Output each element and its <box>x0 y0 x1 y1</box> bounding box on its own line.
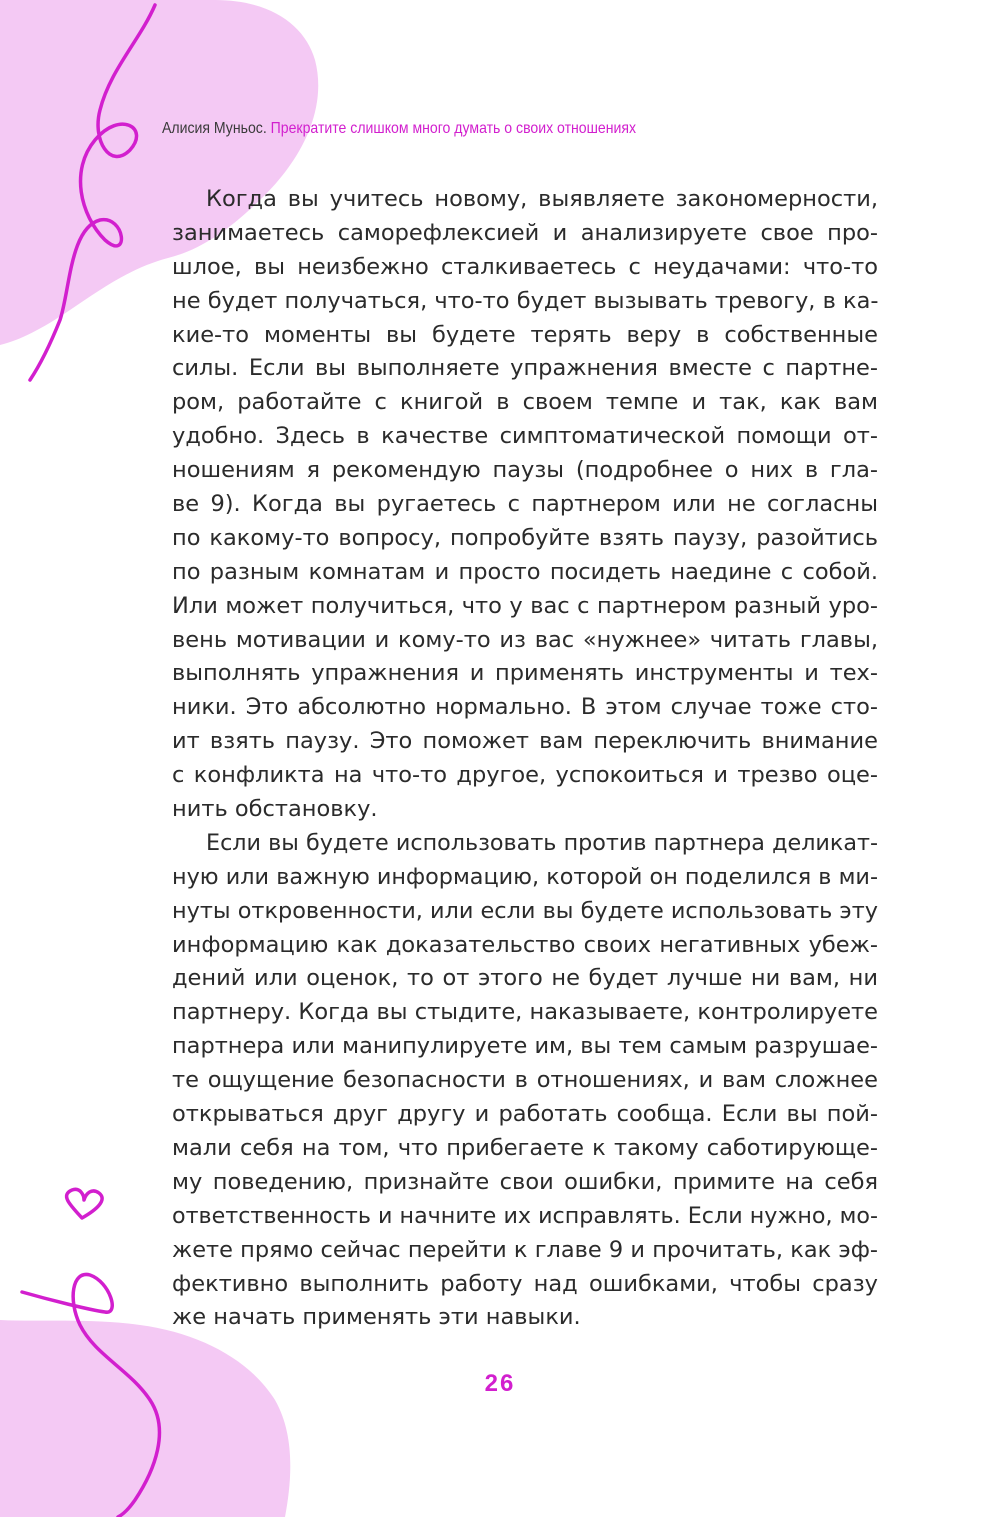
text-line: вень мотивации и кому-то из вас «нужнее» читать главы, <box>172 626 878 653</box>
text-line: партнеру. Когда вы стыдите, наказываете, контролируете <box>172 999 878 1026</box>
heart-icon <box>67 1189 103 1218</box>
text-line: нуты откровенности, или если вы будете использовать эту <box>172 897 879 924</box>
page-number: 26 <box>484 1370 516 1397</box>
text-line: Или может получиться, что у вас с партнером разный уро- <box>172 592 878 619</box>
text-line: информацию как доказательство своих негативных убеж- <box>172 931 878 958</box>
running-header <box>162 120 796 138</box>
text-line: ром, работайте с книгой в своем темпе и так, как вам <box>172 389 878 416</box>
text-line: с конфликта на что-то другое, успокоиться и трезво оце- <box>172 762 878 789</box>
text-line: фективно выполнить работу над ошибками, чтобы сразу <box>172 1270 878 1297</box>
text-line: мали себя на том, что прибегаете к такому саботирующе- <box>172 1134 878 1161</box>
text-line: партнера или манипулируете им, вы тем самым разрушае- <box>172 1033 878 1060</box>
text-line: ответственность и начните их исправлять. Если нужно, мо- <box>172 1202 878 1229</box>
text-line: Когда вы учитесь новому, выявляете закономерности, <box>206 186 878 212</box>
text-line: Если вы будете использовать против партнера деликат- <box>206 829 878 856</box>
text-line: по какому-то вопросу, попробуйте взять паузу, разойтись <box>172 524 878 551</box>
header-book-title: Прекратите слишком много думать о своих отношениях <box>270 120 637 137</box>
text-line: выполнять упражнения и применять инструменты и тех- <box>172 660 878 687</box>
paragraph <box>172 827 878 1335</box>
text-line: шлое, вы неизбежно сталкиваетесь с неудачами: что-то <box>172 253 878 280</box>
paragraph <box>172 183 878 827</box>
text-line: ит взять паузу. Это поможет вам переключить внимание <box>172 728 878 755</box>
text-line: не будет получаться, что-то будет вызывать тревогу, в ка- <box>172 287 879 314</box>
text-line: кие-то моменты вы будете терять веру в собственные <box>172 321 878 348</box>
text-line: ники. Это абсолютно нормально. В этом случае тоже сто- <box>172 694 878 721</box>
text-line: занимаетесь саморефлексией и анализируете свое про- <box>172 219 878 246</box>
header-separator: . <box>262 120 271 137</box>
text-line: ве 9). Когда вы ругаетесь с партнером или не согласны <box>172 491 878 518</box>
text-line: дений или оценок, то от этого не будет лучше ни вам, ни <box>172 965 878 992</box>
text-line: му поведению, признайте свои ошибки, примите на себя <box>172 1168 878 1195</box>
text-line: ношениям я рекомендую паузы (подробнее о них в гла- <box>172 457 878 484</box>
text-line: открываться друг другу и работать сообща. Если вы пой- <box>172 1101 878 1128</box>
text-line: жете прямо сейчас перейти к главе 9 и прочитать, как эф- <box>172 1236 878 1263</box>
text-line: те ощущение безопасности в отношениях, и вам сложнее <box>172 1067 878 1094</box>
body-text <box>172 183 878 1335</box>
blob-bottom-left <box>0 1320 290 1517</box>
text-line: силы. Если вы выполняете упражнения вместе с партне- <box>172 355 878 382</box>
text-line: по разным комнатам и просто посидеть наедине с собой. <box>172 558 878 585</box>
text-line: нить обстановку. <box>172 796 378 823</box>
text-line: удобно. Здесь в качестве симптоматической помощи от- <box>172 423 878 450</box>
text-line: же начать применять эти навыки. <box>172 1304 581 1331</box>
header-author: Алисия Муньос <box>162 120 263 137</box>
text-line: ную или важную информацию, которой он поделился в ми- <box>172 863 878 890</box>
